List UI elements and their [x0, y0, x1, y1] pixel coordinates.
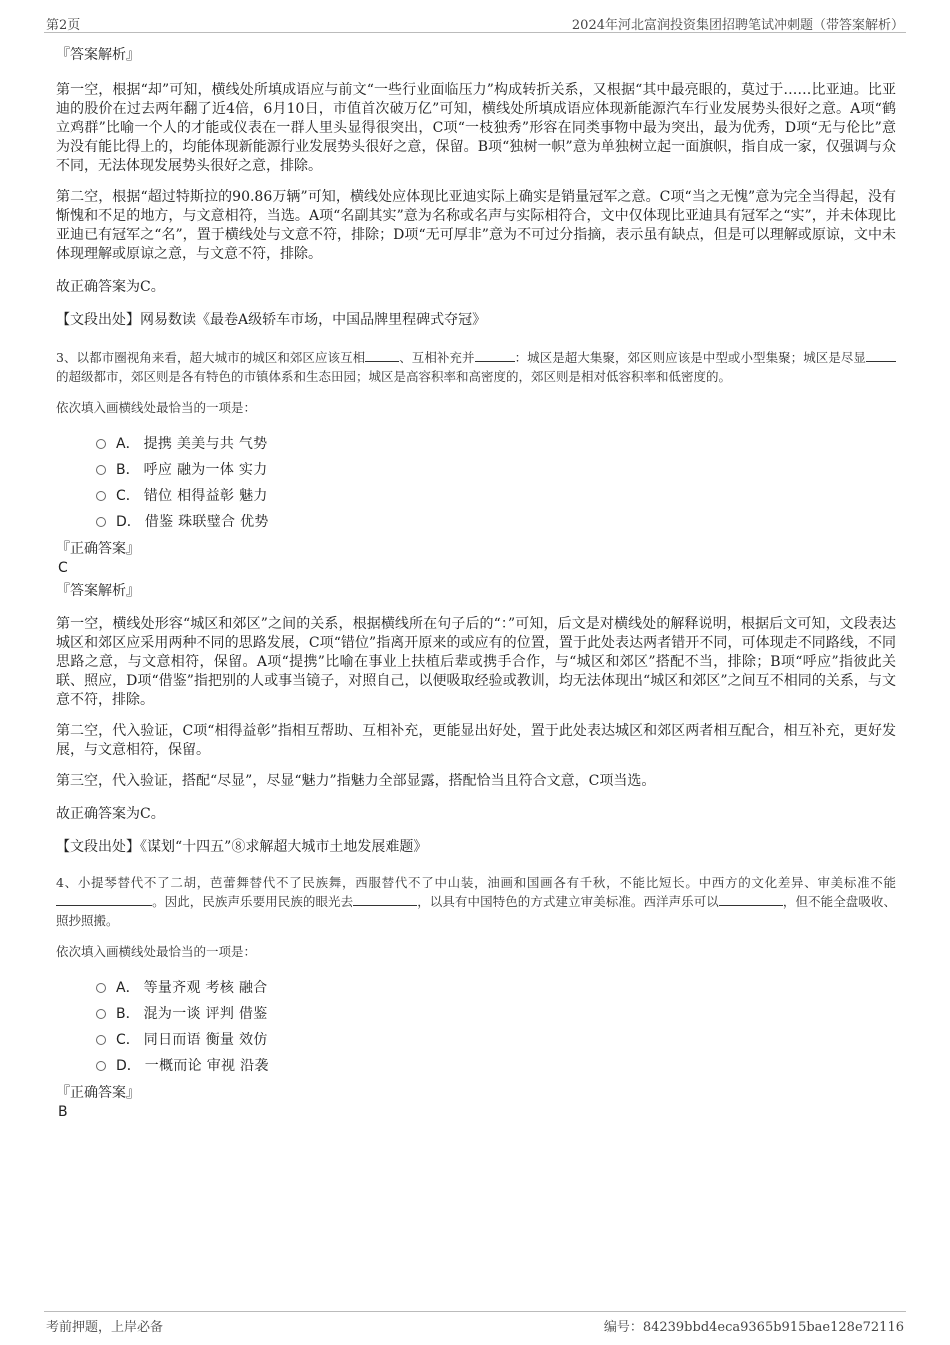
q2-analysis-label: 『答案解析』 — [56, 47, 140, 63]
q4-blank-3 — [719, 892, 783, 906]
q3-analysis-p1: 第一空，横线处形容“城区和郊区”之间的关系，根据横线所在句子后的“：”可知，后文是对横线处的解释说明，根据后文可知，文段表达城区和郊区应采用两种不同的思路发展，C项“错位”指离开原来的或应有的位置，置于此处表达两者错开不同，可体现走不同路线，不同思路之意，与文意相符，保留。A项“提携”比喻在事业上扶植后辈或携手合作，与“城区和郊区”搭配不当，排除；B项“呼应”指彼此关联、照应，D项“借鉴”指把别的人或事当镜子，对照自己，以便吸取经验或教训，均无法体现出“城区和郊区”之间互不相同的关系，与文意不符，排除。 — [56, 616, 896, 708]
radio-icon[interactable] — [96, 983, 106, 993]
q3-blank-2 — [475, 348, 515, 362]
q4-option-d[interactable]: D． 一概而论 审视 沿袭 — [96, 1053, 896, 1079]
q4-instruction: 依次填入画横线处最恰当的一项是： — [56, 944, 257, 959]
q4-option-a[interactable]: A． 等量齐观 考核 融合 — [96, 975, 896, 1001]
q2-conclusion: 故正确答案为C。 — [56, 279, 165, 295]
q4-options — [56, 975, 896, 1079]
q4-stem: 4、小提琴替代不了二胡，芭蕾舞替代不了民族舞，西服替代不了中山装，油画和国画各有千秋，不能比短长。中西方的文化差异、审美标准不能。因此，民族声乐要用民族的眼光去 ，以具有中国特色的方式建立审美标准。西洋声乐可以 ，但不能全盘吸收、照抄照搬。 — [56, 875, 896, 928]
q3-answer-label: 『正确答案』 — [56, 541, 140, 557]
q4-option-c[interactable]: C． 同日而语 衡量 效仿 — [96, 1027, 896, 1053]
page-number: 第2页 — [46, 18, 81, 33]
q3-blank-1 — [365, 348, 399, 362]
q3-stem: 3、以都市圈视角来看，超大城市的城区和郊区应该互相 、互相补充并 ：城区是超大集聚，郊区则应该是中型或小型集聚；城区是尽显的超级都市，郊区则是各有特色的市镇体系和生态田园；城区是高容积率和高密度的，郊区则是相对低容积率和低密度的。 — [56, 348, 896, 386]
q2-source: 【文段出处】网易数读《最卷A级轿车市场，中国品牌里程碑式夺冠》 — [56, 312, 487, 328]
radio-icon[interactable] — [96, 517, 106, 527]
q3-option-a[interactable]: A． 提携 美美与共 气势 — [96, 431, 896, 457]
page-content — [56, 45, 896, 1121]
q3-blank-3 — [866, 348, 896, 362]
q2-analysis-p2: 第二空，根据“超过特斯拉的90.86万辆”可知，横线处应体现比亚迪实际上确实是销量冠军之意。C项“当之无愧”意为完全当得起，没有惭愧和不足的地方，与文意相符，当选。A项“名副其实”意为名称或名声与实际相符合，文中仅体现比亚迪具有冠军之“实”，并未体现比亚迪已有冠军之“名”，置于横线处与文意不符，排除；D项“无可厚非”意为不可过分指摘，表示虽有缺点，但是可以理解或原谅，文中未体现理解或原谅之意，与文意不符，排除。 — [56, 189, 896, 262]
q3-options — [56, 431, 896, 535]
document-title: 2024年河北富润投资集团招聘笔试冲刺题（带答案解析） — [571, 18, 904, 33]
q4-blank-2 — [353, 892, 417, 906]
radio-icon[interactable] — [96, 439, 106, 449]
q4-answer-label: 『正确答案』 — [56, 1085, 140, 1101]
q3-analysis-p3: 第三空，代入验证，搭配“尽显”，尽显“魅力”指魅力全部显露，搭配恰当且符合文意，C项当选。 — [56, 773, 656, 789]
radio-icon[interactable] — [96, 465, 106, 475]
q4-blank-1 — [56, 892, 152, 906]
q4-answer: B — [58, 1104, 68, 1120]
radio-icon[interactable] — [96, 1035, 106, 1045]
q3-option-c[interactable]: C． 错位 相得益彰 魅力 — [96, 483, 896, 509]
q4-option-b[interactable]: B． 混为一谈 评判 借鉴 — [96, 1001, 896, 1027]
q3-instruction: 依次填入画横线处最恰当的一项是： — [56, 400, 257, 415]
q3-conclusion: 故正确答案为C。 — [56, 806, 165, 822]
q3-source: 【文段出处】《谋划“十四五”⑧求解超大城市土地发展难题》 — [56, 839, 428, 855]
q3-option-b[interactable]: B． 呼应 融为一体 实力 — [96, 457, 896, 483]
q3-option-d[interactable]: D． 借鉴 珠联璧合 优势 — [96, 509, 896, 535]
q3-analysis-p2: 第二空，代入验证，C项“相得益彰”指相互帮助、互相补充，更能显出好处，置于此处表达城区和郊区两者相互配合，相互补充，更好发展，与文意相符，保留。 — [56, 723, 896, 758]
q3-answer: C — [58, 560, 68, 576]
document-id: 编号：84239bbd4eca9365b915bae128e72116 — [603, 1320, 904, 1335]
page-footer — [44, 1311, 906, 1334]
radio-icon[interactable] — [96, 1009, 106, 1019]
page-header — [44, 12, 906, 33]
footer-slogan: 考前押题，上岸必备 — [46, 1320, 164, 1335]
q3-analysis-label: 『答案解析』 — [56, 583, 140, 599]
q2-analysis-p1: 第一空，根据“却”可知，横线处所填成语应与前文“一些行业面临压力”构成转折关系，又根据“其中最亮眼的，莫过于……比亚迪。比亚迪的股价在过去两年翻了近4倍，6月10日，市值首次破万亿”可知，横线处所填成语应体现新能源汽车行业发展势头很好之意。A项“鹤立鸡群”比喻一个人的才能或仪表在一群人里头显得很突出，C项“一枝独秀”形容在同类事物中最为突出，最为优秀，D项“无与伦比”意为没有能比得上的，均能体现新能源行业发展势头很好之意，保留。B项“独树一帜”意为单独树立起一面旗帜，指自成一家，仅强调与众不同，无法体现发展势头很好之意，排除。 — [56, 82, 896, 174]
radio-icon[interactable] — [96, 491, 106, 501]
radio-icon[interactable] — [96, 1061, 106, 1071]
